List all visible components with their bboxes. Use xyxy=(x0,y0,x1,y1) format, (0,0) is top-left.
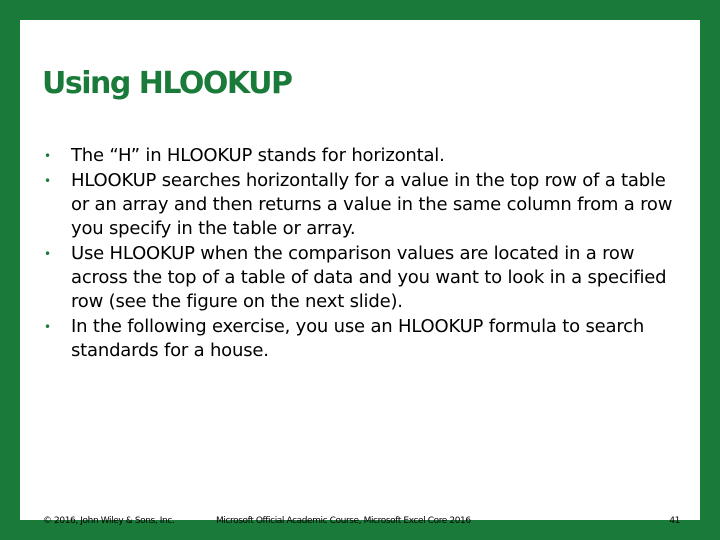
page-number: 41 xyxy=(669,516,680,526)
bullet-text: HLOOKUP searches horizontally for a value in the top row of a table or an array and then returns a value in the same column from a row you specify in the table or array. xyxy=(71,170,673,239)
bullet-icon: • xyxy=(44,149,52,163)
bullet-icon: • xyxy=(44,247,52,261)
footer-course-title: Microsoft Official Academic Course, Microsoft Excel Core 2016 xyxy=(216,516,471,526)
bullet-item xyxy=(42,144,682,168)
slide-title: Using HLOOKUP xyxy=(42,66,292,101)
bullet-item xyxy=(42,169,682,241)
footer-copyright: © 2016, John Wiley & Sons, Inc. xyxy=(43,516,175,526)
bullet-icon: • xyxy=(44,174,52,188)
bullet-text: The “H” in HLOOKUP stands for horizontal. xyxy=(71,145,445,166)
bullet-icon: • xyxy=(44,320,52,334)
bullet-text: Use HLOOKUP when the comparison values are located in a row across the top of a table of data and you want to look in a specified row (see the figure on the next slide). xyxy=(71,243,667,312)
bullet-list xyxy=(42,144,682,364)
slide-content xyxy=(20,20,700,526)
bullet-item xyxy=(42,242,682,314)
bullet-text: In the following exercise, you use an HLOOKUP formula to search standards for a house. xyxy=(71,316,645,361)
bullet-item xyxy=(42,315,682,363)
